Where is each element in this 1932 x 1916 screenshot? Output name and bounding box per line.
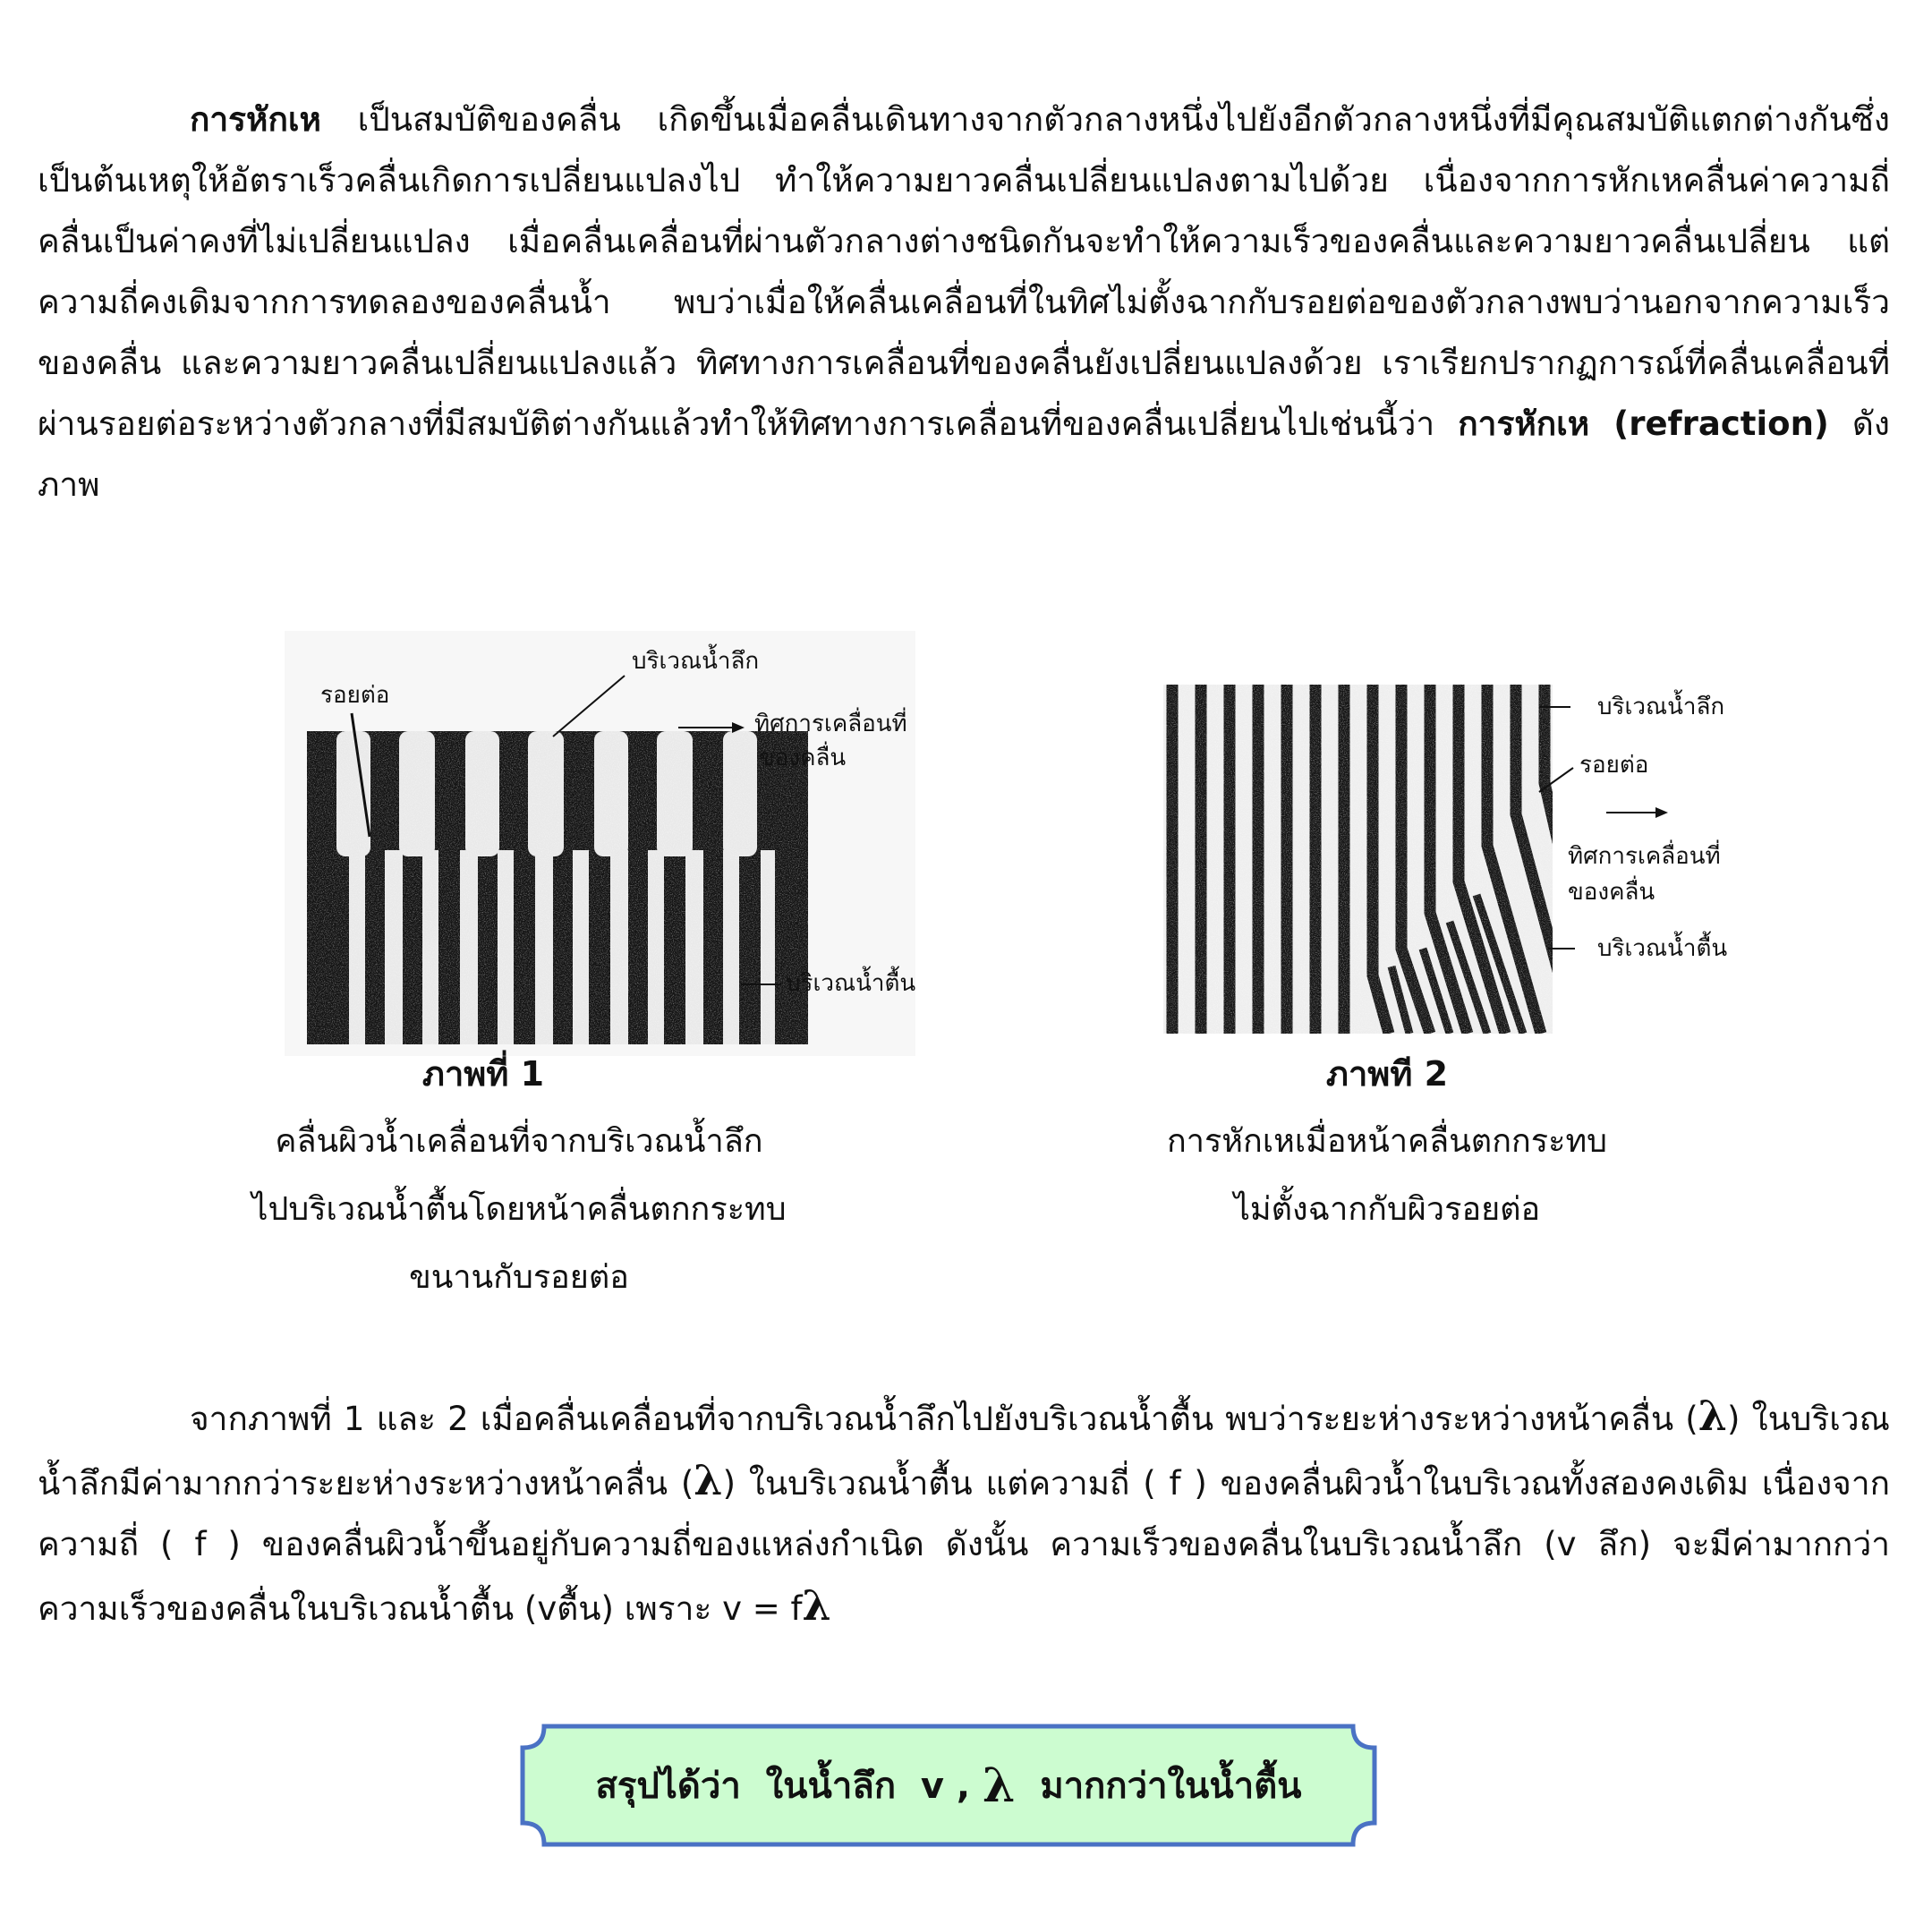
figure-2-caption-line2: ไม่ตั้งฉากกับผิวรอยต่อ [1233,1191,1541,1228]
summary-box [519,1723,1378,1848]
figure-1-image [285,631,915,1056]
figure-1-caption-line1: คลื่นผิวน้ำเคลื่อนที่จากบริเวณน้ำลึก [275,1123,763,1160]
fig1-label-deep: บริเวณน้ำลึก [632,648,760,675]
summary-lambda: λ [983,1758,1016,1813]
figure-2-caption-line1: การหักเหเมื่อหน้าคลื่นตกกระทบ [1166,1123,1608,1160]
fig1-label-joint: รอยต่อ [320,682,390,709]
figure-2-svg [1154,680,1781,1038]
fig2-label-joint: รอยต่อ [1579,752,1649,779]
lambda-symbol-3: λ [802,1581,831,1630]
lambda-symbol-2: λ [694,1456,723,1504]
summary-prefix: สรุปได้ว่า ในน้ำลึก v , [595,1766,983,1807]
intro-tail: ดังภาพ [38,404,1890,504]
figure-1-title: ภาพที่ 1 [421,1054,545,1094]
figure-2-image [1154,680,1781,1038]
intro-text: เป็นสมบัติของคลื่น เกิดขึ้นเมื่อคลื่นเดินทางจากตัวกลางหนึ่งไปยังอีกตัวกลางหนึ่งที่มีคุณสมบัติแตกต่างกันซึ่งเป็นต้นเหตุให้อัตราเร็วคลื่นเกิดการเปลี่ยนแปลงไป ทำให้ความยาวคลื่นเปลี่ยนแปลงตามไปด้วย เนื่องจากการหักเหคลื่นค่าความถี่คลื่นเป็นค่าคงที่ไม่เปลี่ยนแปลง เมื่อคลื่นเคลื่อนที่ผ่านตัวกลางต่างชนิดกันจะทำให้ความเร็วของคลื่นและความยาวคลื่นเปลี่ยน แต่ความถี่คงเดิมจากการทดลองของคลื่นน้ำ พบว่าเมื่อให้คลื่นเคลื่อนที่ในทิศไม่ตั้งฉากกับรอยต่อของตัวกลางพบว่านอกจากความเร็วของคลื่น และความยาวคลื่นเปลี่ยนแปลงแล้ว ทิศทางการเคลื่อนที่ของคลื่นยังเปลี่ยนแปลงด้วย เราเรียกปรากฏการณ์ที่คลื่นเคลื่อนที่ผ่านรอยต่อระหว่างตัวกลางที่มีสมบัติต่างกันแล้วทำให้ทิศทางการเคลื่อนที่ของคลื่นเปลี่ยนไปเช่นนี้ว่า [38,100,1890,443]
figure-1-svg [285,631,915,1056]
summary-text [519,1723,1378,1848]
fig1-label-direction2: ของคลื่น [759,745,847,771]
fig1-label-direction1: ทิศการเคลื่อนที่ [754,711,907,737]
explanation-paragraph [38,1385,1890,1639]
intro-paragraph [38,89,1890,515]
term-refraction-en: การหักเห (refraction) [1458,404,1829,443]
figure-1-caption [161,1040,877,1312]
explanation-part2: ) ในบริเวณน้ำลึกมีค่ามากกว่าระยะห่างระหว่างหน้าคลื่น ( [38,1400,1891,1503]
figure-2-caption [1056,1040,1718,1244]
fig2-label-direction1: ทิศการเคลื่อนที่ [1568,843,1721,870]
term-refraction: การหักเห [190,100,321,139]
lambda-symbol-1: λ [1698,1392,1727,1440]
fig2-label-direction2: ของคลื่น [1568,879,1655,906]
explanation-part1: จากภาพที่ 1 และ 2 เมื่อคลื่นเคลื่อนที่จากบริเวณน้ำลึกไปยังบริเวณน้ำตื้น พบว่าระยะห่างระหว่างหน้าคลื่น ( [190,1400,1698,1438]
explanation-part3: ) ในบริเวณน้ำตื้น แต่ความถี่ ( f ) ของคลื่นผิวน้ำในบริเวณทั้งสองคงเดิม เนื่องจากความถี่ ( f ) ของคลื่นผิวน้ำขึ้นอยู่กับความถี่ของแหล่งกำเนิด ดังนั้น ความเร็วของคลื่นในบริเวณน้ำลึก (v ลึก) จะมีค่ามากกว่าความเร็วของคลื่นในบริเวณน้ำตื้น (vตื้น) เพราะ v = f [38,1464,1890,1628]
fig2-label-shallow: บริเวณน้ำตื้น [1597,935,1728,962]
fig1-label-shallow: บริเวณน้ำตื้น [786,970,915,997]
figure-1-caption-line3: ขนานกับรอยต่อ [409,1259,629,1296]
summary-suffix: มากกว่าในน้ำตื้น [1015,1766,1302,1807]
fig2-label-deep: บริเวณน้ำลึก [1597,694,1725,720]
figure-2-title: ภาพที 2 [1325,1054,1449,1094]
figure-1-caption-line2: ไปบริเวณน้ำตื้นโดยหน้าคลื่นตกกระทบ [251,1191,787,1228]
